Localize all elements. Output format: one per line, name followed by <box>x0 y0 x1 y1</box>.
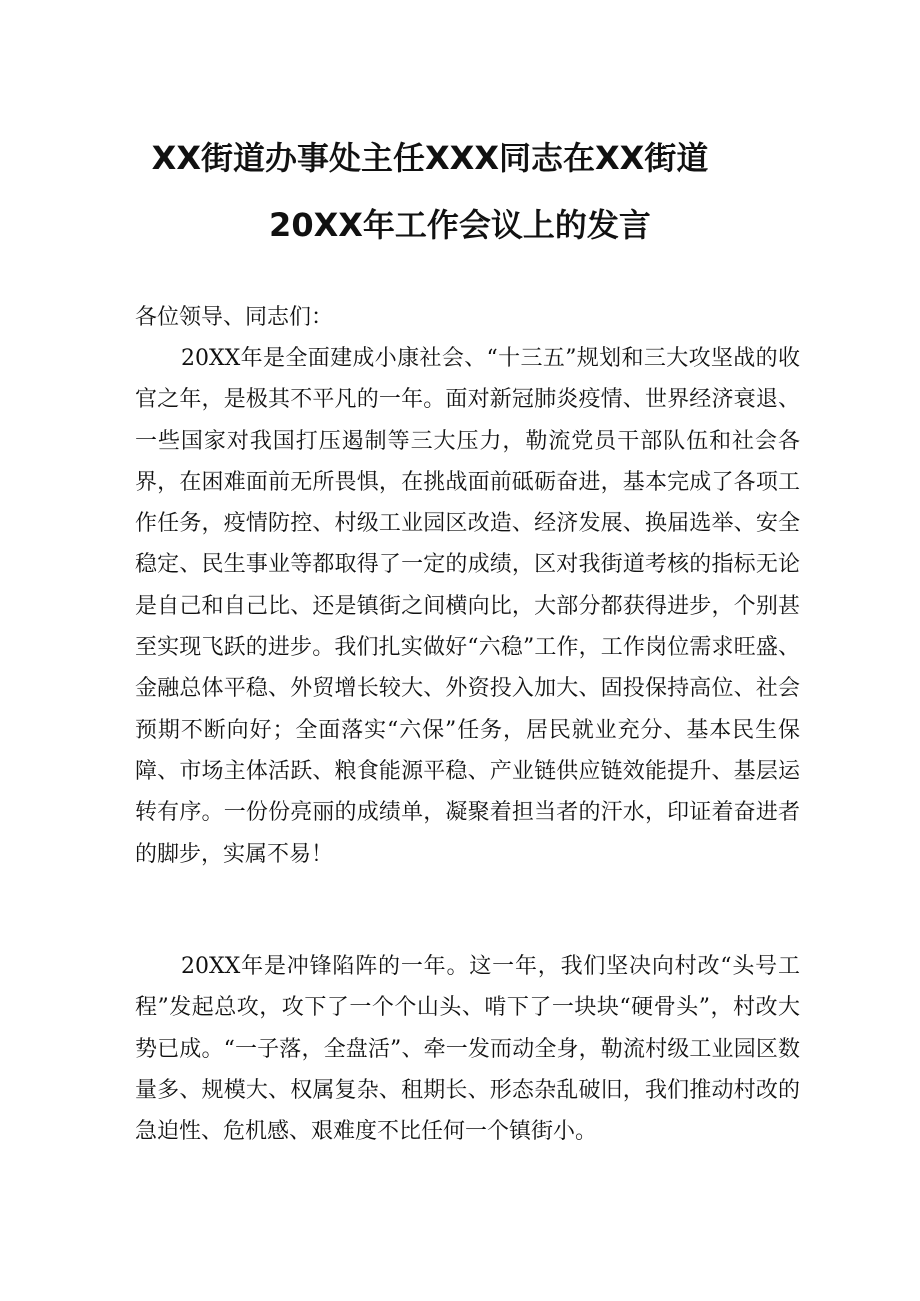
salutation: 各位领导、同志们： <box>135 305 334 330</box>
document-title-line-1: XX街道办事处主任XXX同志在XX街道 <box>151 139 709 177</box>
body-paragraph-1: 20XX年是全面建成小康社会、“十三五”规划和三大攻坚战的收官之年，是极其不平凡的一年。面对新冠肺炎疫情、世界经济衰退、一些国家对我国打压遏制等三大压力，勒流党员干部队伍和社会各界，在困难面前无所畏惧，在挑战面前砥砺奋进，基本完成了各项工作任务，疫情防控、村级工业园区改造、经济发展、换届选举、安全稳定、民生事业等都取得了一定的成绩，区对我街道考核的指标无论是自己和自己比、还是镇街之间横向比，大部分都获得进步，个别甚至实现飞跃的进步。我们扎实做好“六稳”工作，工作岗位需求旺盛、金融总体平稳、外贸增长较大、外资投入加大、固投保持高位、社会预期不断向好；全面落实“六保”任务，居民就业充分、基本民生保障、市场主体活跃、粮食能源平稳、产业链供应链效能提升、基层运转有序。一份份亮丽的成绩单，凝聚着担当者的汗水，印证着奋进者的脚步，实属不易！ <box>135 346 800 867</box>
body-paragraph-2: 20XX年是冲锋陷阵的一年。这一年，我们坚决向村改“头号工程”发起总攻，攻下了一个个山头、啃下了一块块“硬骨头”，村改大势已成。“一子落，全盘活”、牵一发而动全身，勒流村级工业园区数量多、规模大、权属复杂、租期长、形态杂乱破旧，我们推动村改的急迫性、危机感、艰难度不比任何一个镇街小。 <box>135 954 800 1145</box>
document-title-line-2: 20XX年工作会议上的发言 <box>269 206 651 244</box>
